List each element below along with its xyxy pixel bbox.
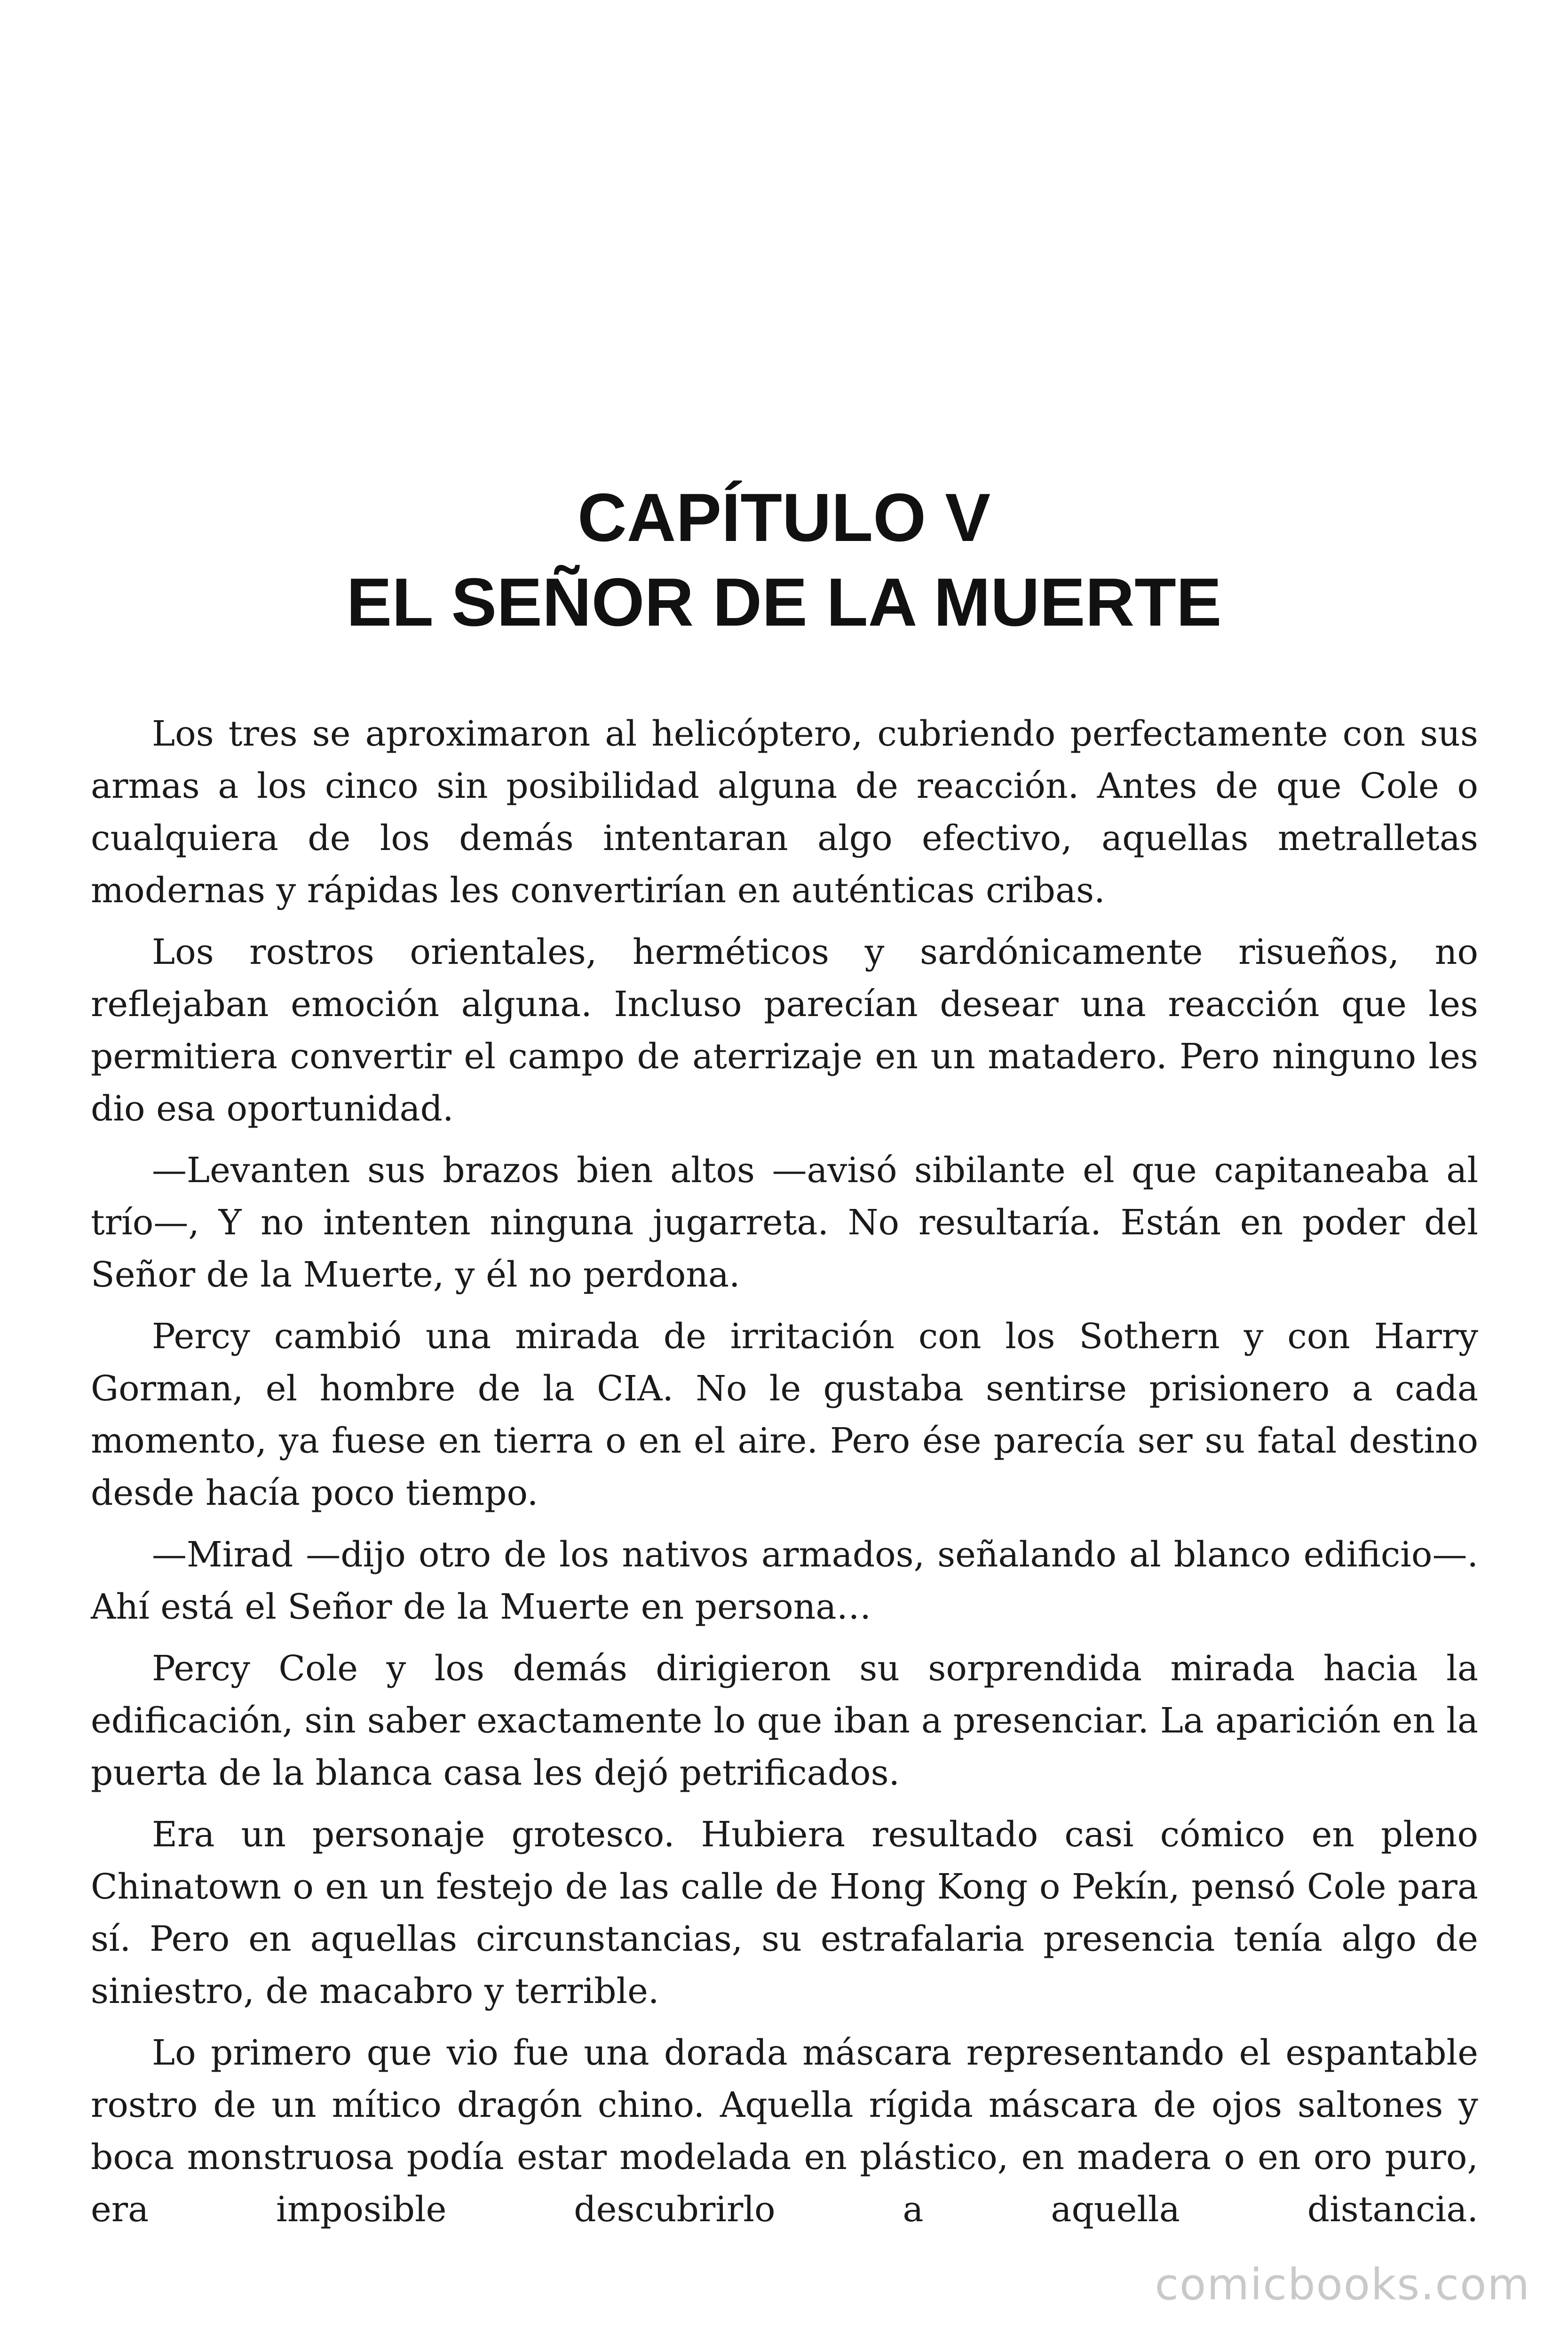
paragraph: —Levanten sus brazos bien altos —avisó sibilante el que capitaneaba al trío—, Y no intenten ninguna jugarreta. No resultaría. Están en poder del Señor de la Muerte, y él no perdona. [91, 1150, 1478, 1295]
paragraph: —Mirad —dijo otro de los nativos armados, señalando al blanco edificio—. Ahí está el Señor de la Muerte en persona… [91, 1534, 1478, 1627]
paragraph: Percy cambió una mirada de irritación con los Sothern y con Harry Gorman, el hombre de la CIA. No le gustaba sentirse prisionero a cada momento, ya fuese en tierra o en el aire. Pero ése parecía ser su fatal destino desde hacía poco tiempo. [91, 1316, 1478, 1513]
paragraph: Los rostros orientales, herméticos y sardónicamente risueños, no reflejaban emoción alguna. Incluso parecían desear una reacción que les permitiera convertir el campo de aterrizaje en un matadero. Pero ninguno les dio esa oportunidad. [91, 932, 1478, 1129]
chapter-number: CAPÍTULO V [577, 479, 991, 556]
site-watermark: comicbooks.com [1155, 2259, 1530, 2310]
paragraph: Los tres se aproximaron al helicóptero, cubriendo perfectamente con sus armas a los cinco sin posibilidad alguna de reacción. Antes de que Cole o cualquiera de los demás intentaran algo efectivo, aquellas metralletas modernas y rápidas les convertirían en auténticas cribas. [91, 714, 1478, 911]
paragraph: Percy Cole y los demás dirigieron su sorprendida mirada hacia la edificación, sin saber exactamente lo que iban a presenciar. La aparición en la puerta de la blanca casa les dejó petrificados. [91, 1648, 1478, 1793]
paragraph: Era un personaje grotesco. Hubiera resultado casi cómico en pleno Chinatown o en un festejo de las calle de Hong Kong o Pekín, pensó Cole para sí. Pero en aquellas circunstancias, su estrafalaria presencia tenía algo de siniestro, de macabro y terrible. [91, 1814, 1478, 2011]
paragraph: Lo primero que vio fue una dorada máscara representando el espantable rostro de un mítico dragón chino. Aquella rígida máscara de ojos saltones y boca monstruosa podía estar modelada en plástico, en madera o en oro puro, era imposible descubrirlo a aquella distancia. [91, 2033, 1478, 2230]
chapter-body [91, 708, 1478, 2245]
chapter-title: EL SEÑOR DE LA MUERTE [346, 564, 1222, 640]
chapter-heading [0, 475, 1568, 644]
